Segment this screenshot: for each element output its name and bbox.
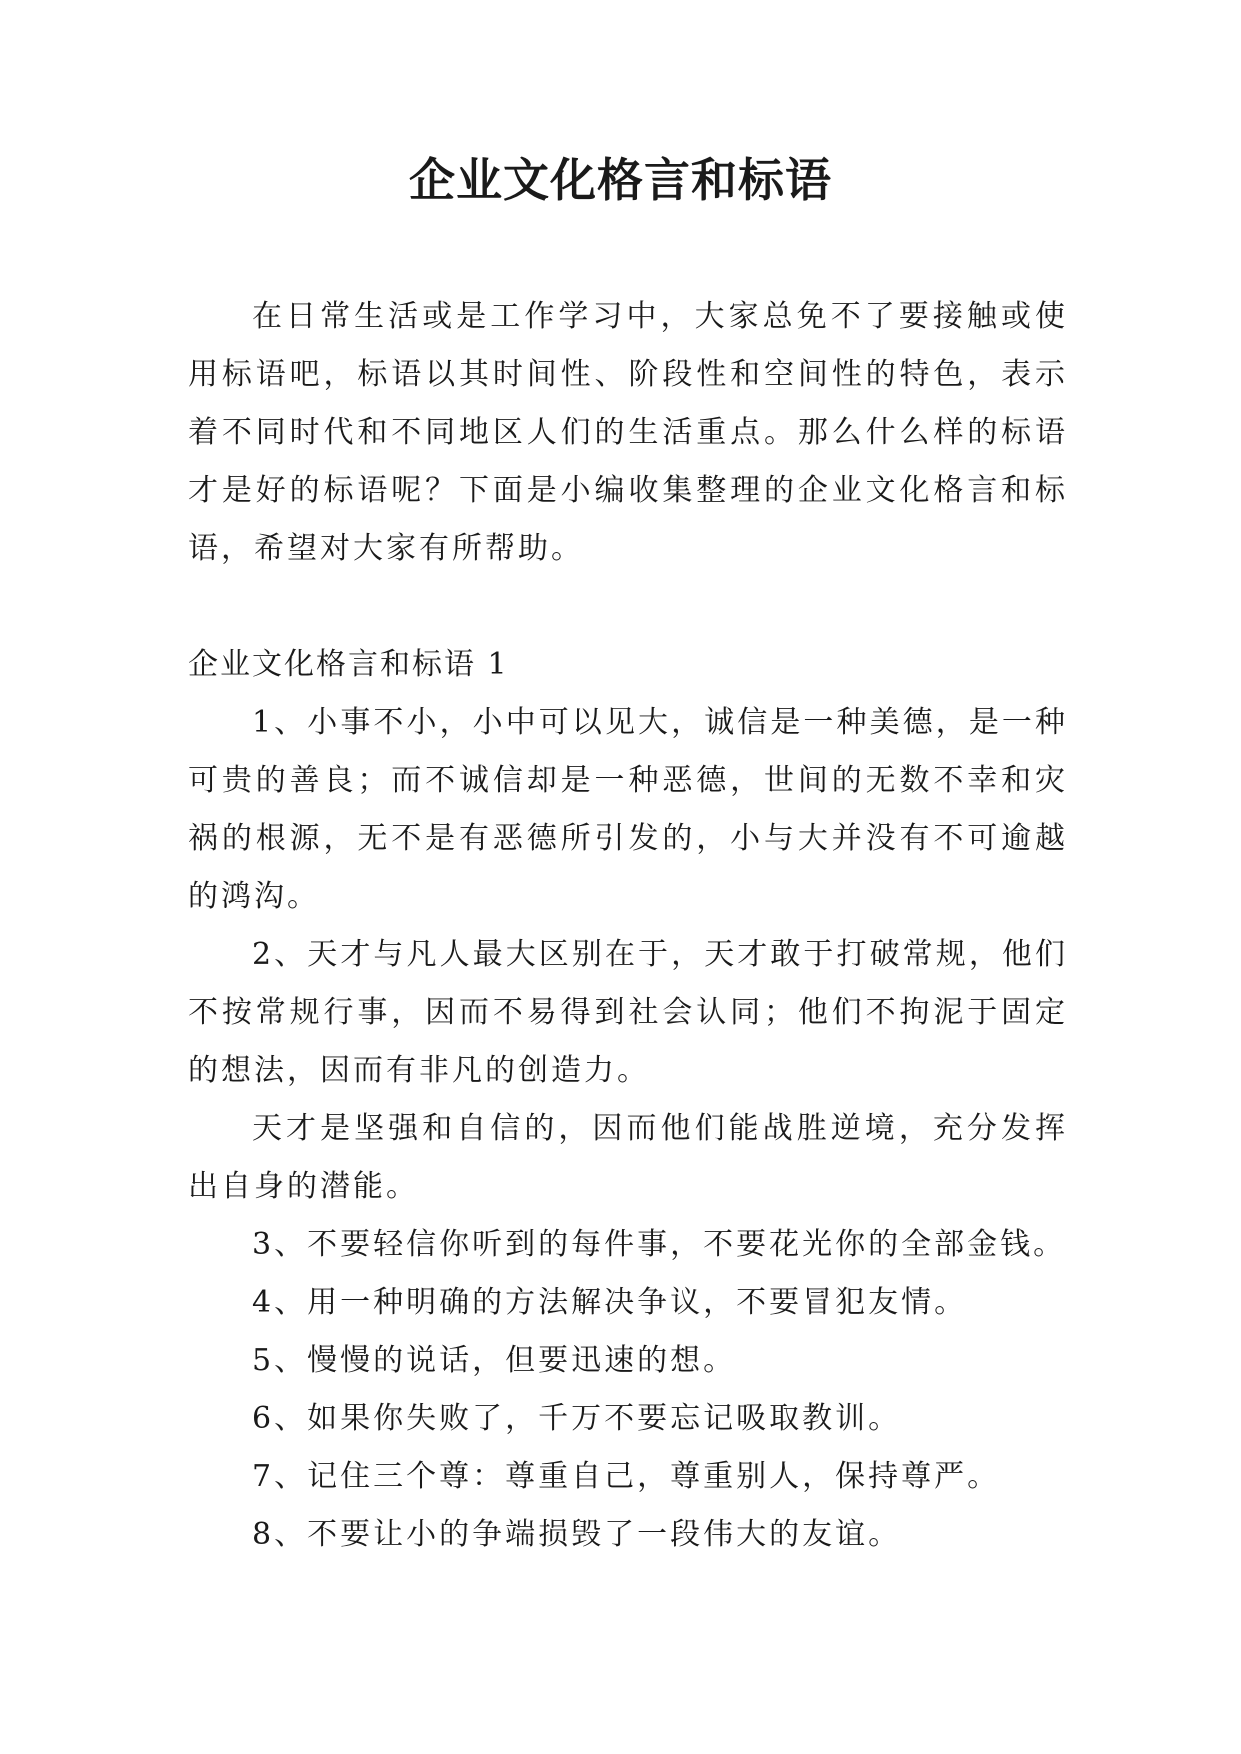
section-heading: 企业文化格言和标语 1 [188,647,509,682]
list-item: 天才是坚强和自信的，因而他们能战胜逆境，充分发挥出自身的潜能。 [188,1111,1068,1204]
list-item: 2、天才与凡人最大区别在于，天才敢于打破常规，他们不按常规行事，因而不易得到社会认同；他们不拘泥于固定的想法，因而有非凡的创造力。 [188,937,1068,1088]
list-item: 3、不要轻信你听到的每件事，不要花光你的全部金钱。 [252,1227,1067,1262]
list-item: 6、如果你失败了，千万不要忘记吸取教训。 [252,1401,902,1436]
list-item: 5、慢慢的说话，但要迅速的想。 [252,1343,737,1378]
document-body [188,288,1068,1564]
list-item: 1、小事不小，小中可以见大，诚信是一种美德，是一种可贵的善良；而不诚信却是一种恶德，世间的无数不幸和灾祸的根源，无不是有恶德所引发的，小与大并没有不可逾越的鸿沟。 [188,705,1068,914]
list-item: 4、用一种明确的方法解决争议，不要冒犯友情。 [252,1285,968,1320]
list-item: 7、记住三个尊：尊重自己，尊重别人，保持尊严。 [252,1459,1001,1494]
list-item: 8、不要让小的争端损毁了一段伟大的友谊。 [252,1517,902,1552]
document-title: 企业文化格言和标语 [409,153,832,207]
intro-paragraph: 在日常生活或是工作学习中，大家总免不了要接触或使用标语吧，标语以其时间性、阶段性和空间性的特色，表示着不同时代和不同地区人们的生活重点。那么什么样的标语才是好的标语呢？下面是小编收集整理的企业文化格言和标语，希望对大家有所帮助。 [188,299,1068,566]
